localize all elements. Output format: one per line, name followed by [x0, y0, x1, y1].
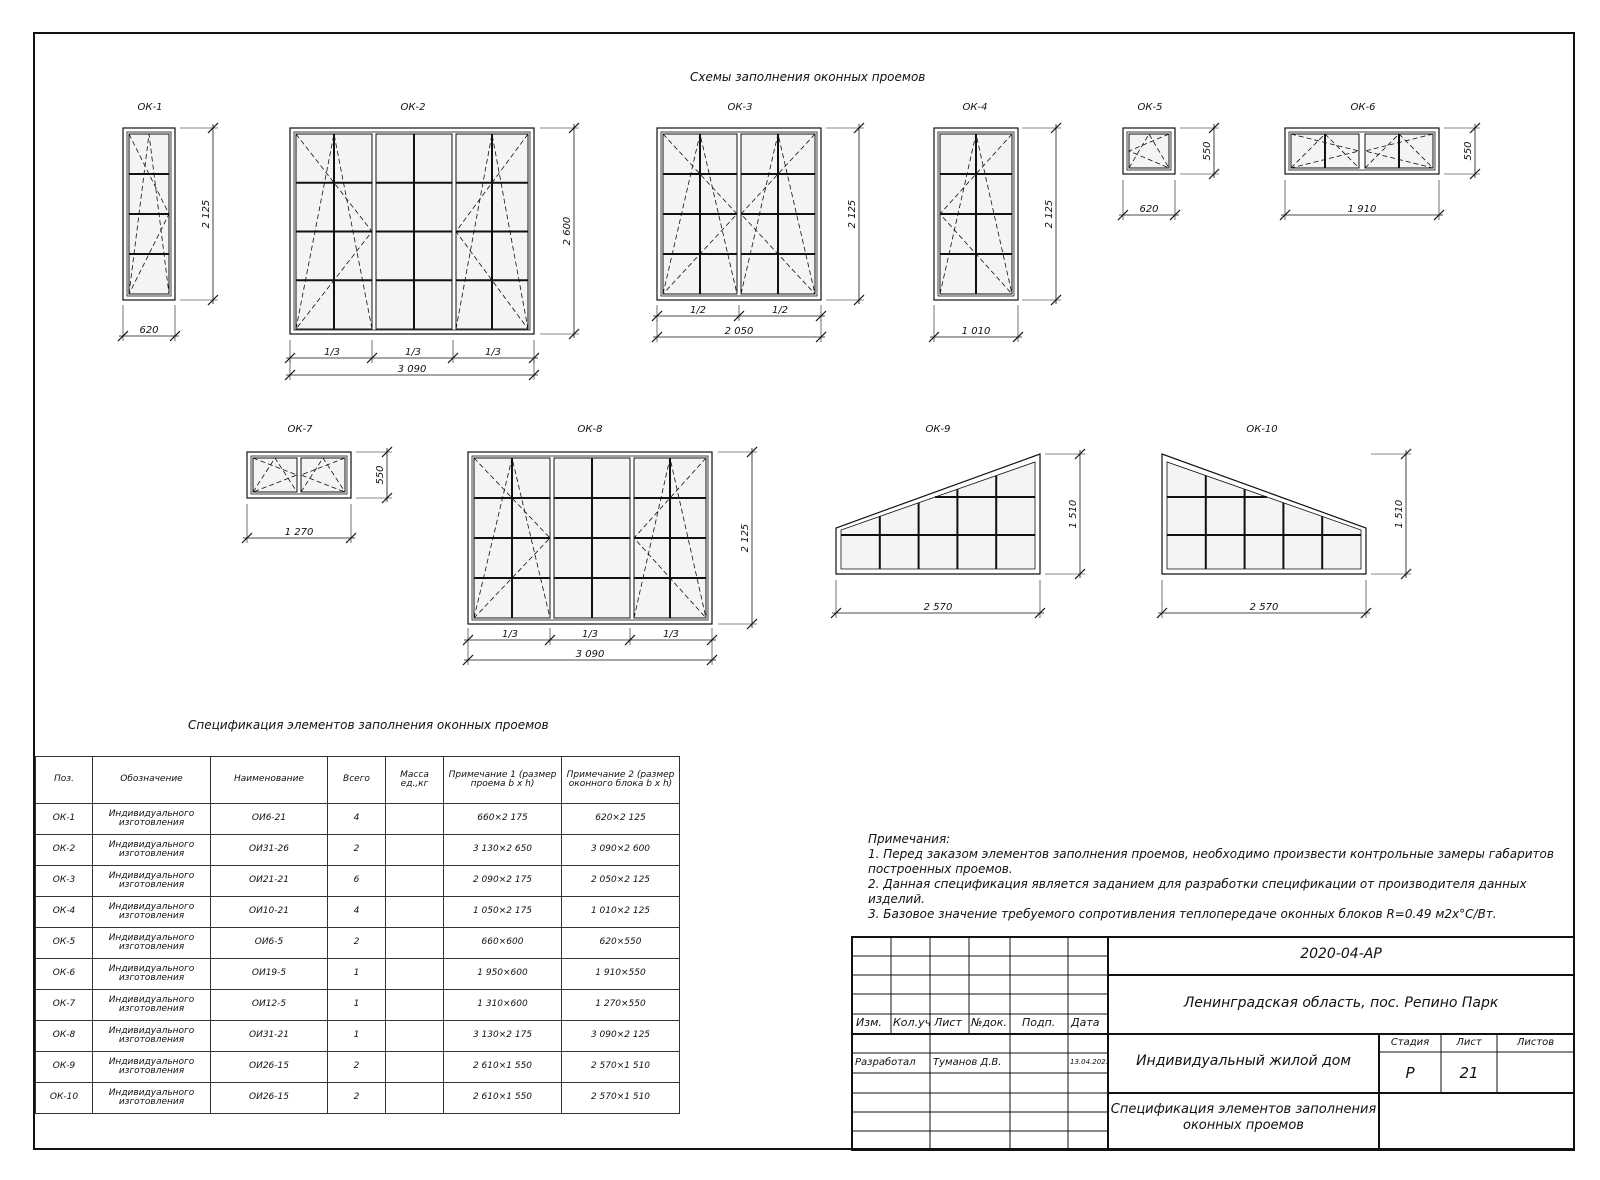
cell-note-1: 3 130×2 175 [444, 1021, 562, 1052]
label-list: Лист [934, 1016, 962, 1029]
cell-pos: ОК-4 [36, 897, 93, 928]
width-dimension: 1 270 [284, 527, 314, 538]
header-total: Всего [328, 757, 386, 804]
cell-note-2: 1 910×550 [562, 959, 680, 990]
cell-note-1: 2 610×1 550 [444, 1083, 562, 1114]
section-dimension: 1/3 [581, 629, 599, 640]
developed-label: Разработал [855, 1057, 916, 1068]
section-dimension: 1/3 [484, 347, 502, 358]
width-dimension: 3 090 [397, 364, 427, 375]
cell-designation: Индивидуального изготовления [93, 1052, 211, 1083]
cell-designation: Индивидуального изготовления [93, 1021, 211, 1052]
height-dimension: 2 125 [847, 199, 858, 229]
cell-name: ОИ31-26 [211, 835, 328, 866]
window-mark: ОК-7 [287, 424, 313, 435]
window-mark: ОК-4 [962, 102, 988, 113]
cell-total: 4 [328, 804, 386, 835]
width-dimension: 2 570 [923, 602, 953, 613]
cell-pos: ОК-7 [36, 990, 93, 1021]
cell-note-1: 3 130×2 650 [444, 835, 562, 866]
height-dimension: 2 125 [201, 199, 212, 229]
cell-pos: ОК-8 [36, 1021, 93, 1052]
cell-note-1: 1 050×2 175 [444, 897, 562, 928]
cell-designation: Индивидуального изготовления [93, 804, 211, 835]
cell-name: ОИ19-5 [211, 959, 328, 990]
cell-name: ОИ31-21 [211, 1021, 328, 1052]
header-designation: Обозначение [93, 757, 211, 804]
cell-note-2: 1 010×2 125 [562, 897, 680, 928]
section-dimension: 1/2 [771, 305, 789, 316]
cell-pos: ОК-2 [36, 835, 93, 866]
sheet-label: Лист [1456, 1037, 1482, 1048]
window-mark: ОК-10 [1246, 424, 1278, 435]
developer-name: Туманов Д.В. [933, 1057, 1002, 1068]
section-dimension: 1/2 [689, 305, 707, 316]
window-mark: ОК-9 [925, 424, 951, 435]
width-dimension: 620 [1139, 204, 1159, 215]
height-dimension: 550 [1202, 141, 1213, 161]
cell-pos: ОК-1 [36, 804, 93, 835]
project-location: Ленинградская область, пос. Репино Парк [1183, 995, 1499, 1011]
cell-name: ОИ6-21 [211, 804, 328, 835]
sheets-label: Листов [1516, 1037, 1555, 1048]
title-block-left [852, 937, 1110, 1152]
cell-note-2: 2 050×2 125 [562, 866, 680, 897]
cell-note-1: 1 950×600 [444, 959, 562, 990]
window-mark: ОК-5 [1137, 102, 1163, 113]
width-dimension: 2 050 [724, 326, 754, 337]
header-note-1: Примечание 1 (размер проема b x h) [444, 757, 562, 804]
label-date: Дата [1071, 1016, 1100, 1029]
note-2: 2. Данная спецификация является заданием для разработки спецификации от производителя данных изделий. [868, 877, 1527, 906]
cell-note-1: 2 610×1 550 [444, 1052, 562, 1083]
section-dimension: 1/3 [404, 347, 422, 358]
cell-total: 2 [328, 1052, 386, 1083]
height-dimension: 2 125 [1044, 199, 1055, 229]
spec-title: Спецификация элементов заполнения оконных проемов [188, 718, 549, 732]
width-dimension: 1 910 [1347, 204, 1377, 215]
window-mark: ОК-8 [577, 424, 603, 435]
cell-note-2: 3 090×2 125 [562, 1021, 680, 1052]
cell-total: 1 [328, 990, 386, 1021]
height-dimension: 2 600 [562, 216, 573, 246]
section-dimension: 1/3 [662, 629, 680, 640]
cell-note-1: 660×600 [444, 928, 562, 959]
cell-pos: ОК-9 [36, 1052, 93, 1083]
height-dimension: 2 125 [740, 523, 751, 553]
cell-name: ОИ21-21 [211, 866, 328, 897]
developed-date: 13.04.2021 [1070, 1058, 1111, 1066]
height-dimension: 1 510 [1394, 499, 1405, 529]
cell-note-2: 620×550 [562, 928, 680, 959]
height-dimension: 550 [1463, 141, 1474, 161]
header-note-2: Примечание 2 (размер оконного блока b x h) [562, 757, 680, 804]
cell-total: 2 [328, 928, 386, 959]
cell-pos: ОК-3 [36, 866, 93, 897]
width-dimension: 3 090 [575, 649, 605, 660]
window-mark: ОК-2 [400, 102, 426, 113]
cell-name: ОИ26-15 [211, 1083, 328, 1114]
cell-pos: ОК-6 [36, 959, 93, 990]
cell-note-1: 1 310×600 [444, 990, 562, 1021]
width-dimension: 620 [139, 325, 159, 336]
header-name: Наименование [211, 757, 328, 804]
sheet-title: Спецификация элементов заполнения оконных проемов [1110, 1102, 1377, 1133]
width-dimension: 1 010 [961, 326, 991, 337]
cell-name: ОИ12-5 [211, 990, 328, 1021]
cell-note-2: 2 570×1 510 [562, 1083, 680, 1114]
section-dimension: 1/3 [323, 347, 341, 358]
cell-total: 1 [328, 1021, 386, 1052]
cell-note-2: 620×2 125 [562, 804, 680, 835]
window-mark: ОК-6 [1350, 102, 1376, 113]
stage-label: Стадия [1390, 1037, 1430, 1048]
note-3: 3. Базовое значение требуемого сопротивления теплопередаче оконных блоков R=0.49 м2х°С/Вт. [868, 907, 1497, 921]
sheet-value: 21 [1459, 1064, 1479, 1082]
cell-designation: Индивидуального изготовления [93, 959, 211, 990]
label-signature: Подп. [1022, 1016, 1056, 1029]
stage-value: Р [1405, 1064, 1415, 1082]
cell-pos: ОК-5 [36, 928, 93, 959]
cell-designation: Индивидуального изготовления [93, 1083, 211, 1114]
cell-note-2: 1 270×550 [562, 990, 680, 1021]
cell-total: 6 [328, 866, 386, 897]
height-dimension: 550 [375, 465, 386, 485]
cell-designation: Индивидуального изготовления [93, 835, 211, 866]
cell-designation: Индивидуального изготовления [93, 897, 211, 928]
label-izm: Изм. [856, 1016, 882, 1029]
cell-note-1: 2 090×2 175 [444, 866, 562, 897]
cell-name: ОИ10-21 [211, 897, 328, 928]
section-dimension: 1/3 [501, 629, 519, 640]
cell-designation: Индивидуального изготовления [93, 990, 211, 1021]
notes-title: Примечания: [868, 832, 951, 846]
label-doc-no: №док. [971, 1016, 1007, 1029]
note-1: 1. Перед заказом элементов заполнения проемов, необходимо произвести контрольные замеры габаритов построенных проемов. [868, 847, 1554, 876]
header-mass: Масса ед.,кг [386, 757, 444, 804]
window-mark: ОК-1 [137, 102, 163, 113]
cell-designation: Индивидуального изготовления [93, 866, 211, 897]
cell-note-2: 3 090×2 600 [562, 835, 680, 866]
header-pos: Поз. [36, 757, 93, 804]
cell-name: ОИ26-15 [211, 1052, 328, 1083]
cell-note-1: 660×2 175 [444, 804, 562, 835]
height-dimension: 1 510 [1068, 499, 1079, 529]
cell-total: 2 [328, 835, 386, 866]
project-code: 2020-04-АР [1300, 946, 1382, 962]
cell-note-2: 2 570×1 510 [562, 1052, 680, 1083]
cell-name: ОИ6-5 [211, 928, 328, 959]
label-kol-uch: Кол.уч [893, 1016, 932, 1029]
cell-total: 4 [328, 897, 386, 928]
cell-total: 1 [328, 959, 386, 990]
cell-pos: ОК-10 [36, 1083, 93, 1114]
cell-designation: Индивидуального изготовления [93, 928, 211, 959]
cell-total: 2 [328, 1083, 386, 1114]
window-mark: ОК-3 [727, 102, 753, 113]
project-object: Индивидуальный жилой дом [1136, 1053, 1351, 1069]
drawing-title: Схемы заполнения оконных проемов [690, 70, 926, 84]
width-dimension: 2 570 [1249, 602, 1279, 613]
